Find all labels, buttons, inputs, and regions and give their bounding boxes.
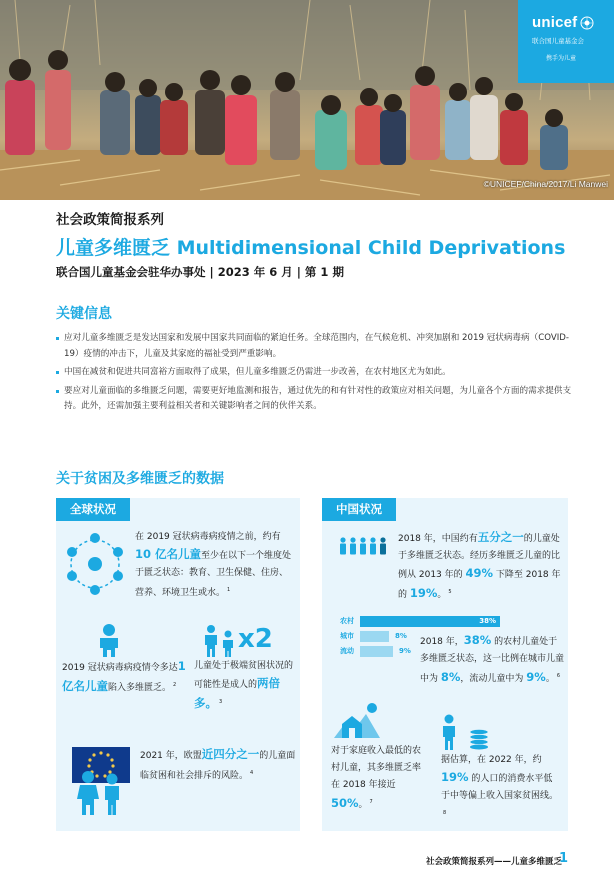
china-fact-2	[420, 632, 565, 688]
china-fact-2-migrant: 9%	[526, 670, 546, 684]
footnote-ref: 7	[369, 799, 373, 805]
child-and-adult-icon	[203, 625, 237, 657]
global-fact-3-highlight: 两倍多。	[194, 676, 281, 710]
global-fact-2	[62, 658, 192, 697]
list-item: 要应对儿童面临的多维匮乏问题，需要更好地监测和报告，通过优先的和有针对性的政策应对相关问题，为儿童各个方面的需求提供支持。此外，还需加强主要利益相关者和关键影响者之间的伙伴关系。	[56, 384, 576, 415]
global-fact-1-highlight: 10 亿名儿童	[135, 547, 202, 561]
china-fact-4-post: 的人口的消费水平低于中等偏上收入国家贫困线。	[441, 774, 559, 801]
footnote-ref: 6	[556, 673, 561, 679]
china-fact-3-highlight: 50%	[331, 796, 359, 810]
global-fact-1-post: 至少在以下一个维度处于匮乏状态：教育、卫生保健、住房、营养、环境卫生或水。	[135, 551, 292, 598]
unicef-emblem-icon	[580, 16, 594, 30]
person-and-coins-icon	[441, 714, 493, 750]
footnote-ref: 8	[443, 810, 447, 816]
document-title: 儿童多维匮乏 Multidimensional Child Deprivations	[56, 237, 566, 259]
multiplier-label: x2	[238, 624, 273, 654]
china-fact-2-pre: 2018 年，	[420, 637, 464, 647]
global-fact-1	[135, 529, 295, 602]
china-panel-label: 中国状况	[322, 498, 396, 521]
china-fact-2-urban: 8%	[440, 670, 461, 684]
unicef-org-name: 联合国儿童基金会	[532, 37, 584, 45]
footnote-ref: 4	[250, 770, 254, 776]
china-fact-2-mid2: ，流动儿童中为	[460, 674, 527, 684]
bar-label-urban: 城市	[340, 632, 354, 640]
data-section-heading: 关于贫困及多维匮乏的数据	[56, 471, 224, 487]
footnote-ref: 3	[219, 699, 223, 705]
global-fact-2-post: 陷入多维匮乏。	[108, 683, 172, 693]
hero-photo	[0, 0, 614, 200]
china-fact-1-pre: 2018 年，中国约有	[398, 534, 478, 544]
bar-urban	[360, 631, 389, 642]
footnote-ref: 2	[173, 682, 177, 688]
china-fact-1-highlight: 五分之一	[477, 530, 524, 544]
bar-value-urban: 8%	[395, 632, 407, 640]
unicef-wordmark: unicef	[532, 14, 578, 31]
global-fact-3-pre: 儿童处于极端贫困状况的可能性是成人的	[194, 661, 294, 690]
bar-label-rural: 农村	[340, 617, 354, 625]
china-fact-2-rural: 38%	[463, 633, 492, 647]
global-fact-2-pre: 2019 冠状病毒病疫情令多达	[62, 663, 178, 673]
china-fact-3	[331, 743, 429, 814]
china-fact-2-post: 。	[545, 674, 555, 684]
bar-value-migrant: 9%	[399, 647, 411, 655]
footnote-ref: 5	[448, 589, 452, 595]
global-fact-4-highlight: 近四分之一	[201, 747, 260, 761]
child-icon	[97, 623, 121, 657]
china-fact-2-mid: 的农村儿童处于多维匮乏状态，这一比例在城市儿童中为	[420, 637, 565, 684]
rural-house-icon	[332, 700, 382, 740]
global-fact-2-highlight: 1 亿名儿童	[62, 659, 186, 693]
china-fact-1-post: 。	[437, 590, 447, 600]
bar-migrant	[360, 646, 393, 657]
china-fact-3-pre: 对于家庭收入最低的农村儿童，其多维匮乏率在 2018 年接近	[331, 746, 422, 790]
unicef-tagline: 携手为儿童	[546, 55, 577, 62]
key-info-heading: 关键信息	[56, 306, 112, 322]
china-fact-1-rate-2018: 19%	[409, 586, 438, 600]
unicef-logo-box	[518, 0, 614, 83]
china-fact-3-post: 。	[358, 800, 368, 810]
bar-label-migrant: 流动	[340, 647, 354, 655]
deprivation-dimensions-icon	[63, 532, 127, 596]
global-fact-1-pre: 在 2019 冠状病毒病疫情之前，约有	[135, 532, 281, 542]
china-fact-1-mid2: 下降至 2018 年的	[398, 570, 561, 600]
china-fact-4	[441, 752, 561, 825]
china-fact-1	[398, 529, 563, 604]
china-fact-4-pre: 据估算，在 2022 年，约	[441, 755, 542, 765]
eu-flag-children-icon	[72, 747, 130, 815]
china-fact-4-highlight: 19%	[441, 770, 469, 784]
bar-rural: 38%	[360, 616, 500, 627]
global-panel-label: 全球状况	[56, 498, 130, 521]
document-subtitle: 联合国儿童基金会驻华办事处 | 2023 年 6 月 | 第 1 期	[56, 265, 344, 279]
footer-text: 社会政策简报系列——儿童多维匮乏	[426, 857, 563, 867]
key-info-list	[56, 331, 576, 418]
unicef-logo	[532, 14, 614, 31]
china-fact-1-mid: 的儿童处于多维匮乏状态。经历多维匮乏儿童的比例从 2013 年的	[398, 534, 561, 580]
footnote-ref: 1	[227, 587, 231, 593]
page-number: 1	[559, 851, 569, 866]
list-item: 中国在减贫和促进共同富裕方面取得了成果，但儿童多维匮乏仍需进一步改善，在农村地区尤为如此。	[56, 365, 576, 381]
photo-credit: ©UNICEF/China/2017/Li Manwei	[483, 179, 608, 189]
bar-row	[340, 616, 505, 627]
five-children-icon	[338, 537, 388, 555]
global-fact-3	[194, 658, 294, 714]
list-item: 应对儿童多维匮乏是发达国家和发展中国家共同面临的紧迫任务。全球范围内，在气候危机、冲突加剧和 2019 冠状病毒病（COVID-19）疫情的冲击下，儿童及其家庭的福祉受到严重影响。	[56, 331, 576, 362]
global-fact-4-pre: 2021 年，欧盟	[140, 751, 202, 761]
global-fact-4-post: 的儿童面临贫困和社会排斥的风险。	[140, 751, 296, 781]
global-fact-4	[140, 746, 296, 785]
china-fact-1-rate-2013: 49%	[465, 566, 494, 580]
series-title: 社会政策简报系列	[56, 212, 164, 228]
